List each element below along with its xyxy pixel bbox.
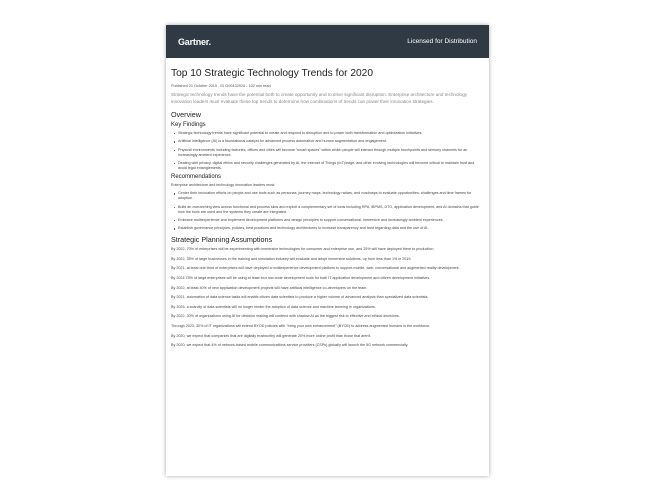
publication-meta: Published 21 October 2019 - ID G00432920 - 102 min read xyxy=(171,84,271,88)
assumption-item: By 2020, we expect that companies that are digitally trustworthy will generate 20% more online profit than those that aren't. xyxy=(171,333,372,338)
document-summary: Strategic technology trends have the potential both to create opportunity and to drive significant disruption. Enterprise architecture and technology innovation leaders must evaluate these top trends to determine how combinations of trends can power their innovation strategies. xyxy=(171,92,467,104)
recommendations-heading: Recommendations xyxy=(171,174,222,181)
assumption-item: By 2021, automation of data science tasks will enable citizen data scientists to produce a higher volume of advanced analysis than specialized data scientists. xyxy=(171,295,429,300)
recommendation-item: Build an overarching view across functional and process silos and exploit a complementary set of tools including RPA, iBPMS, DTO, application development, and AI domains that guide how the tools are used and the systems they create are integrated. xyxy=(178,205,484,215)
recommendation-item: Center their innovation efforts on people and use tools such as personas, journey maps, technology radars, and roadmaps to evaluate opportunities, challenges and time frames for adoption. xyxy=(178,191,484,201)
recommendations-intro: Enterprise architecture and technology innovation leaders must: xyxy=(171,183,276,188)
assumption-item: By 2025, a scarcity of data scientists will no longer hinder the adoption of data science and machine learning in organizations. xyxy=(171,304,376,309)
assumptions-heading: Strategic Planning Assumptions xyxy=(171,235,273,245)
key-finding-item: Artificial intelligence (AI) is a foundational catalyst for advanced process automation and human augmentation and engagement. xyxy=(178,139,484,144)
key-finding-item: Dealing with privacy, digital ethics and security challenges generated by AI, the Internet of Things (IoT)/edge, and other evolving technologies will become critical to maintain trust and avoid legal entanglements. xyxy=(178,161,484,171)
document-page xyxy=(166,25,489,476)
recommendation-item: Embrace multiexperience and implement development platforms and design principles to support conversational, immersive and increasingly ambient experiences. xyxy=(178,218,484,223)
license-label: Licensed for Distribution xyxy=(407,38,477,45)
assumption-item: Through 2023, 30% of IT organizations will extend BYOD policies with "bring your own enhancement" (BYOE) to address augmented humans in the workforce. xyxy=(171,324,431,329)
key-findings-heading: Key Findings xyxy=(171,122,206,129)
key-findings-list xyxy=(171,131,484,171)
gartner-logo[interactable]: Gartner. xyxy=(178,36,211,47)
assumption-item: By 2020, we expect that 4% of network-based mobile communications service providers (CSPs) globally will launch the 5G network commercially. xyxy=(171,343,409,348)
assumption-item: By 2022, 35% of large businesses in the training and simulation industry will evaluate and adopt immersive solutions, up from less than 1% in 2019. xyxy=(171,256,412,261)
assumption-item: By 2022, 70% of enterprises will be experimenting with immersive technologies for consumer and enterprise use, and 25% will have deployed them to production. xyxy=(171,247,435,252)
recommendations-list xyxy=(171,191,484,231)
key-finding-item: Strategic technology trends have significant potential to create and respond to disruption and to power both transformation and optimization initiatives. xyxy=(178,131,484,136)
header-banner xyxy=(166,25,489,58)
key-finding-item: Physical environments including factories, offices and cities will become "smart spaces" within which people will interact through multiple touchpoints and sensory channels for an increasingly ambient experience. xyxy=(178,148,484,158)
assumption-item: By 2021, at least one-third of enterprises will have deployed a multiexperience development platform to support mobile, web, conversational and augmented reality development. xyxy=(171,266,460,271)
assumption-item: By 2022, 30% of organizations using AI for decision making will contend with shadow AI as the biggest risk to effective and ethical decisions. xyxy=(171,314,400,319)
overview-heading: Overview xyxy=(171,110,201,120)
document-title: Top 10 Strategic Technology Trends for 2020 xyxy=(171,68,373,79)
assumptions-list xyxy=(171,247,484,348)
assumption-item: By 2022, at least 40% of new application development projects will have artificial intelligence co-developers on the team. xyxy=(171,285,368,290)
recommendation-item: Establish governance principles, policies, best practices and technology architectures to increase transparency and trust regarding data and the use of AI. xyxy=(178,226,484,231)
assumption-item: By 2024 75% of large enterprises will be using at least four low-code development tools for both IT application development and citizen development initiatives. xyxy=(171,276,431,281)
document-content xyxy=(166,58,489,348)
